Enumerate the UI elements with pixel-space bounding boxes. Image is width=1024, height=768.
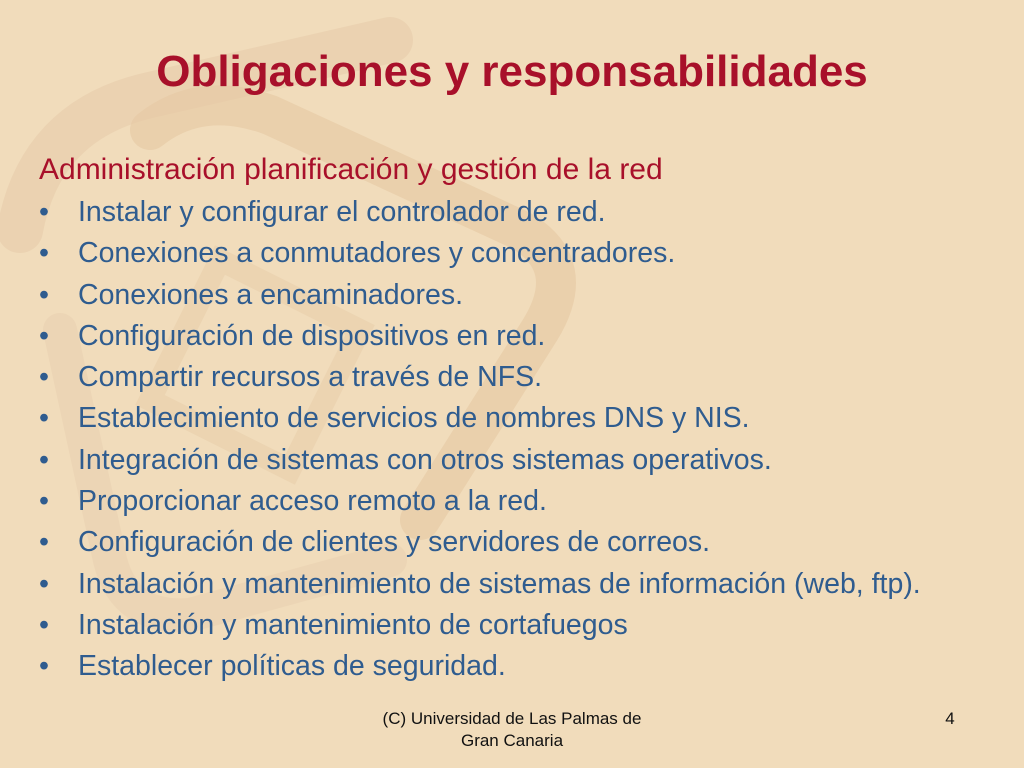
list-item — [39, 400, 979, 437]
list-item — [39, 235, 979, 272]
list-item-text: Establecimiento de servicios de nombres DNS y NIS. — [78, 402, 750, 435]
bullet-dot-icon: • — [39, 526, 49, 559]
list-item-text: Conexiones a conmutadores y concentradores. — [78, 237, 676, 270]
list-item-text: Configuración de clientes y servidores de correos. — [78, 526, 711, 559]
bullet-dot-icon: • — [39, 650, 49, 683]
list-item-text: Establecer políticas de seguridad. — [78, 650, 506, 683]
bullet-dot-icon: • — [39, 196, 49, 228]
list-item-text: Integración de sistemas con otros sistemas operativos. — [78, 443, 772, 476]
list-item — [39, 483, 979, 520]
bullet-list — [39, 194, 979, 690]
list-item-text: Conexiones a encaminadores. — [78, 278, 463, 311]
footer-line-2: Gran Canaria — [460, 731, 564, 750]
list-item-text: Instalación y mantenimiento de sistemas de información (web, ftp). — [78, 567, 921, 600]
bullet-dot-icon: • — [39, 237, 49, 270]
list-item — [39, 318, 979, 355]
footer-line-1: (C) Universidad de Las Palmas de — [382, 709, 642, 728]
bullet-dot-icon: • — [39, 608, 49, 641]
bullet-dot-icon: • — [39, 278, 49, 311]
slide-title: Obligaciones y responsabilidades — [156, 47, 868, 96]
section-subheading: Administración planificación y gestión de la red — [39, 153, 663, 186]
list-item — [39, 442, 979, 479]
list-item-text: Proporcionar acceso remoto a la red. — [78, 485, 547, 518]
list-item-text: Instalación y mantenimiento de cortafuegos — [78, 608, 628, 641]
list-item-text: Configuración de dispositivos en red. — [78, 319, 546, 352]
list-item — [39, 566, 979, 603]
list-item — [39, 648, 979, 685]
list-item — [39, 194, 979, 231]
bullet-dot-icon: • — [39, 485, 49, 518]
page-number: 4 — [945, 709, 955, 728]
bullet-dot-icon: • — [39, 443, 49, 476]
footer-credit — [312, 708, 712, 752]
bullet-dot-icon: • — [39, 361, 49, 394]
list-item — [39, 277, 979, 314]
bullet-dot-icon: • — [39, 319, 49, 352]
list-item-text: Instalar y configurar el controlador de red. — [78, 196, 606, 228]
list-item-text: Compartir recursos a través de NFS. — [78, 361, 543, 394]
bullet-dot-icon: • — [39, 402, 49, 435]
list-item — [39, 359, 979, 396]
list-item — [39, 607, 979, 644]
list-item — [39, 524, 979, 561]
bullet-dot-icon: • — [39, 567, 49, 600]
